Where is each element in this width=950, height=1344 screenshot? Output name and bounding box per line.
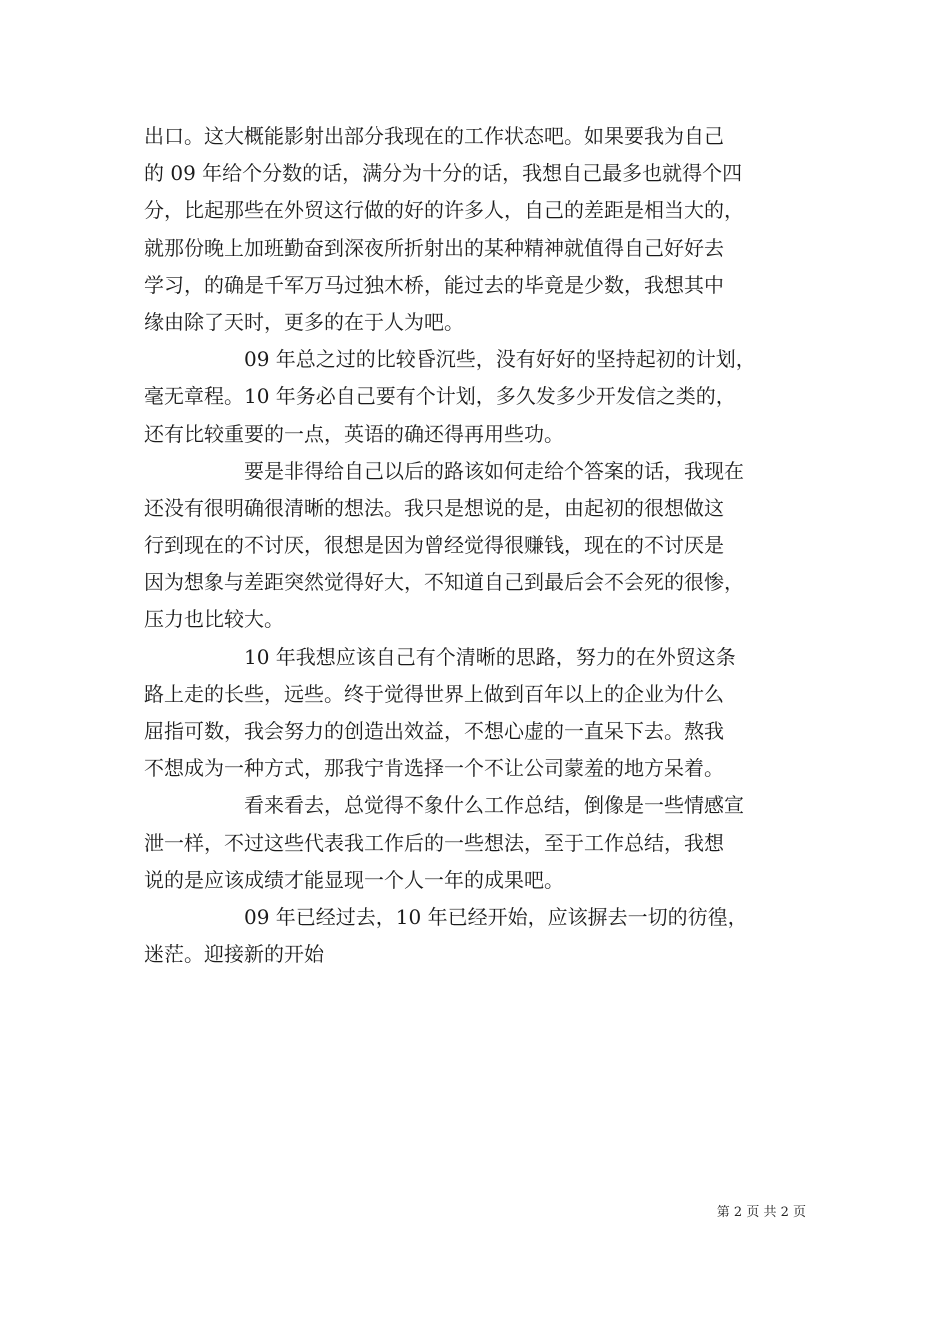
text-line: 压力也比较大。 [144,607,284,632]
text-line: 的 09 年给个分数的话，满分为十分的话，我想自己最多也就得个四 [144,161,743,186]
paragraph-first-line: 09 年总之过的比较昏沉些，没有好好的坚持起初的计划， [244,347,756,372]
paragraph-first-line: 10 年我想应该自己有个清晰的思路，努力的在外贸这条 [244,644,736,669]
page-number-footer: 第 2 页 共 2 页 [716,1205,806,1220]
text-line: 就那份晚上加班勤奋到深夜所折射出的某种精神就值得自己好好去 [144,235,724,260]
text-line: 学习，的确是千军万马过独木桥，能过去的毕竟是少数，我想其中 [144,272,724,297]
text-line: 缘由除了天时，更多的在于人为吧。 [144,309,464,334]
text-line: 不想成为一种方式，那我宁肯选择一个不让公司蒙羞的地方呆着。 [144,756,724,781]
paragraph-first-line: 要是非得给自己以后的路该如何走给个答案的话，我现在 [244,458,744,483]
text-line: 路上走的长些，远些。终于觉得世界上做到百年以上的企业为什么 [144,681,724,706]
text-line: 迷茫。迎接新的开始 [144,942,324,967]
text-line: 还有比较重要的一点，英语的确还得再用些功。 [144,421,564,446]
text-line: 说的是应该成绩才能显现一个人一年的成果吧。 [144,867,564,892]
text-line: 行到现在的不讨厌，很想是因为曾经觉得很赚钱，现在的不讨厌是 [144,533,724,558]
paragraph-first-line: 09 年已经过去，10 年已经开始，应该摒去一切的彷徨， [244,904,748,929]
text-line: 还没有很明确很清晰的想法。我只是想说的是，由起初的很想做这 [144,495,724,520]
document-body [144,118,816,973]
text-line: 泄一样，不过这些代表我工作后的一些想法，至于工作总结，我想 [144,830,724,855]
paragraph-first-line: 看来看去，总觉得不象什么工作总结，倒像是一些情感宣 [244,793,744,818]
text-line: 分，比起那些在外贸这行做的好的许多人，自己的差距是相当大的， [144,198,744,223]
text-line: 毫无章程。10 年务必自己要有个计划，多久发多少开发信之类的， [144,384,736,409]
text-line: 因为想象与差距突然觉得好大，不知道自己到最后会不会死的很惨， [144,570,744,595]
text-line: 出口。这大概能影射出部分我现在的工作状态吧。如果要我为自己 [144,124,724,148]
text-line: 屈指可数，我会努力的创造出效益，不想心虚的一直呆下去。熬我 [144,719,724,743]
